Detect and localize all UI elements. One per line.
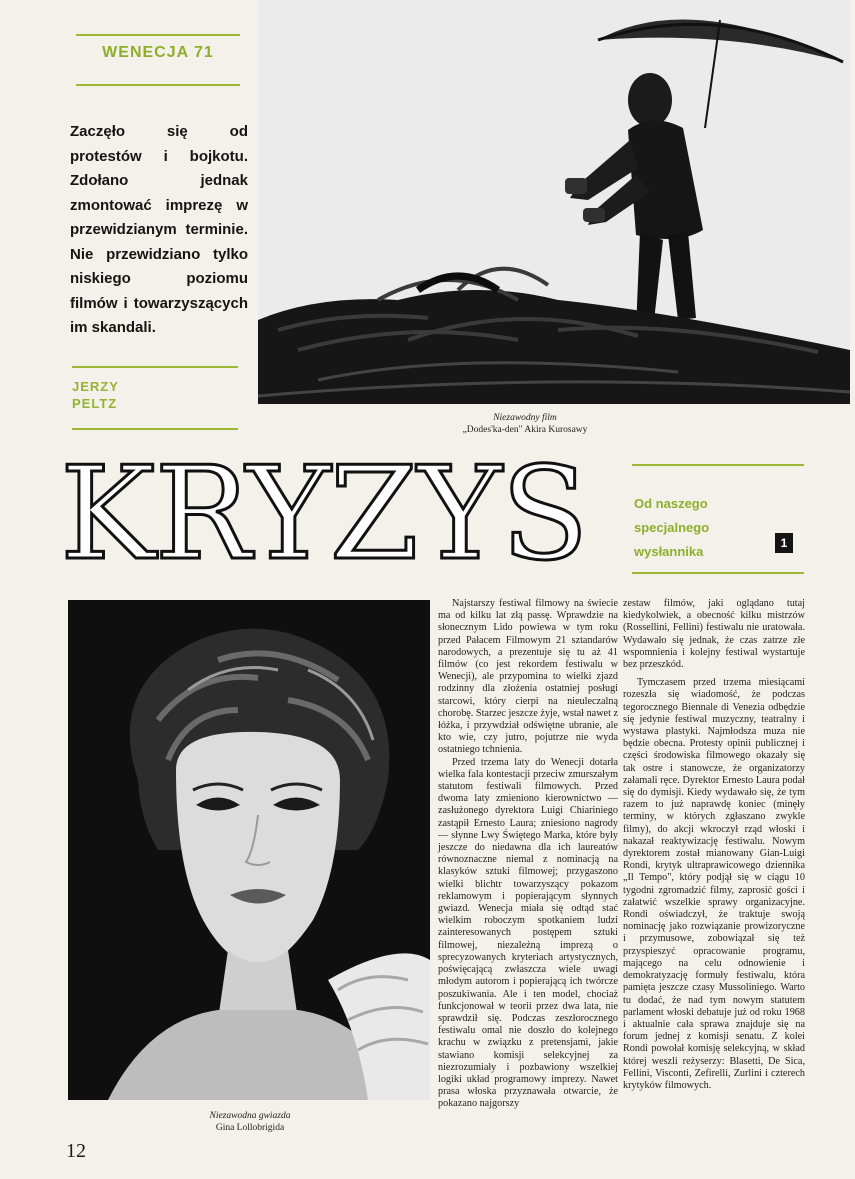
subhead-line-2: specjalnego bbox=[634, 520, 710, 535]
author-last-name: PELTZ bbox=[72, 396, 118, 411]
film-photo-caption bbox=[420, 412, 630, 436]
film-caption-title: Niezawodny film bbox=[493, 413, 557, 423]
body-column-1 bbox=[438, 598, 618, 1111]
portrait-caption-subtitle: Gina Lollobrigida bbox=[215, 1123, 285, 1133]
portrait-illustration bbox=[68, 600, 430, 1100]
subhead-rule-bottom bbox=[632, 572, 804, 574]
film-caption-subtitle: „Dodes'ka-den" Akira Kurosawy bbox=[462, 425, 588, 435]
author-name bbox=[72, 378, 119, 412]
body-paragraph: Przed trzema laty do Wenecji dotarła wielka fala kontestacji przeciw zmurszałym statutom festiwali filmowych. Przed dwoma laty zmieniono kierownictwo — zasłużonego dyrektora Luigi Chiariniego zastąpił Ernesto Laura; zniesiono nagrody — słynne Lwy Świętego Marka, które były jeszcze do niedawna dla ich laureatów równoznaczne niemal z nominacją na klasyków sztuki filmowej; przygaszono wielki blichtr towarzyszący pokazom reklamowym i popierającym słynnych gwiazd. Wenecja miała się odtąd stać wielkim roboczym spotkaniem ludzi zainteresowanych postępem sztuki filmowej, niezależną imprezą o sprecyzowanych kryteriach artystycznych, poświęcającą zwłaszcza wiele uwagi młodym autorom i popierającą ich twórcze poszukiwania. Ale i ten model, chociaż funkcjonował w teorii przez dwa lata, nie sprawdził się. Podczas zeszłorocznego festiwalu omal nie doszło do kolejnego krachu w związku z pretensjami, jakie stawiano komisji selekcyjnej za niezrozumiały i pozbawiony wszelkiej logiki układ programowy imprezy. Nawet prasa włoska przyznawała otwarcie, że pokazano najgorszy bbox=[438, 756, 618, 1110]
portrait-photo bbox=[68, 600, 430, 1100]
body-paragraph: zestaw filmów, jaki oglądano tutaj kiedykolwiek, a obecność kilku mistrzów (Rossellini, Fellini) festiwalu nie uratowała. Wydawało się jednak, że czas zatrze złe wspomnienia i kolejny festiwal wystartuje bez przeszkód. bbox=[623, 598, 805, 671]
body-column-2 bbox=[623, 598, 805, 1092]
section-label: WENECJA 71 bbox=[102, 44, 214, 61]
author-rule-top bbox=[72, 366, 238, 368]
portrait-caption-title: Niezawodna gwiazda bbox=[209, 1111, 291, 1121]
page-number: 12 bbox=[66, 1140, 86, 1162]
subhead-line-3: wysłannika bbox=[634, 544, 704, 559]
subhead-line-1: Od naszego bbox=[634, 496, 708, 511]
author-rule-bottom bbox=[72, 428, 238, 430]
body-paragraph: Najstarszy festiwal filmowy na świecie ma od kilku lat złą passę. Wprawdzie na słonecznym Lido powiewa w tym roku przed Pałacem Filmowym 21 sztandarów narodowych, a prezentuje się tu aż 41 filmów (co jest rekordem festiwalu w Wenecji), ale przypomina to wielki zjazd rodzinny dla złożenia ostatniej posługi starcowi, który cierpi na nieuleczalną chorobę. Starzec jeszcze żyje, wstał nawet z łóżka, i przywdział odświętne ubranie, ale kto wie, czy jutro, pojutrze nie wyda ostatniego tchnienia. bbox=[438, 598, 618, 756]
author-first-name: JERZY bbox=[72, 379, 119, 394]
correspondent-subhead bbox=[634, 492, 734, 564]
subhead-rule-top bbox=[632, 464, 804, 466]
headline: KRYZYS bbox=[60, 440, 588, 589]
body-paragraph: Tymczasem przed trzema miesiącami rozeszła się wiadomość, że podczas tegorocznego Biennale di Venezia odbędzie się jedynie festiwal muzyczny, teatralny i wystawa plastyki. Najmłodsza muza nie będzie obecna. Protesty opinii publicznej i części środowiska filmowego okazały się tak ostre i stanowcze, że organizatorzy załamali ręce. Dyrektor Ernesto Laura podał się do dymisji. Kiedy wydawało się, że tym razem to już naprawdę koniec (minęły terminy, w których zgłaszano zwykle filmy), do akcji wkroczył rząd włoski i nakazał reaktywizację festiwalu. Nowym dyrektorem został mianowany Gian-Luigi Rondi, krytyk ultraprawicowego dziennika „Il Tempo", który podjął się w ciągu 10 tygodni zgromadzić filmy, zaprosić gości i załatwić wszelkie sprawy organizacyjne. Rondi oświadczył, że traktuje swoją nominację jako rozwiązanie prowizoryczne i przymusowe, zobowiązał się też przyspieszyć opracowanie programu, mającego na celu odnowienie i demokratyzację formuły festiwalu, która pamięta jeszcze czasy Mussoliniego. Warto tu dodać, że nad tym nowym statutem parlament włoski debatuje już od roku 1968 i aktualnie cała sprawa znajduje się na forum jednej z komisji senatu. Z kolei Rondi powołał komisję selekcyjną, w skład której weszli reżyserzy: Blasetti, De Sica, Fellini, Visconti, Zefirelli, Zurlini i czterech krytyków filmowych. bbox=[623, 677, 805, 1091]
lead-paragraph: Zaczęło się od protestów i bojkotu. Zdołano jednak zmontować imprezę w przewidzianym terminie. Nie przewidziano tylko niskiego poziomu filmów i towarzyszących im skandali. bbox=[70, 123, 248, 336]
film-still-photo bbox=[258, 0, 850, 404]
part-number-badge: 1 bbox=[775, 533, 793, 553]
portrait-caption bbox=[190, 1110, 310, 1134]
section-rule-top bbox=[76, 34, 240, 36]
film-still-illustration bbox=[258, 0, 850, 404]
section-rule-bottom bbox=[76, 84, 240, 86]
